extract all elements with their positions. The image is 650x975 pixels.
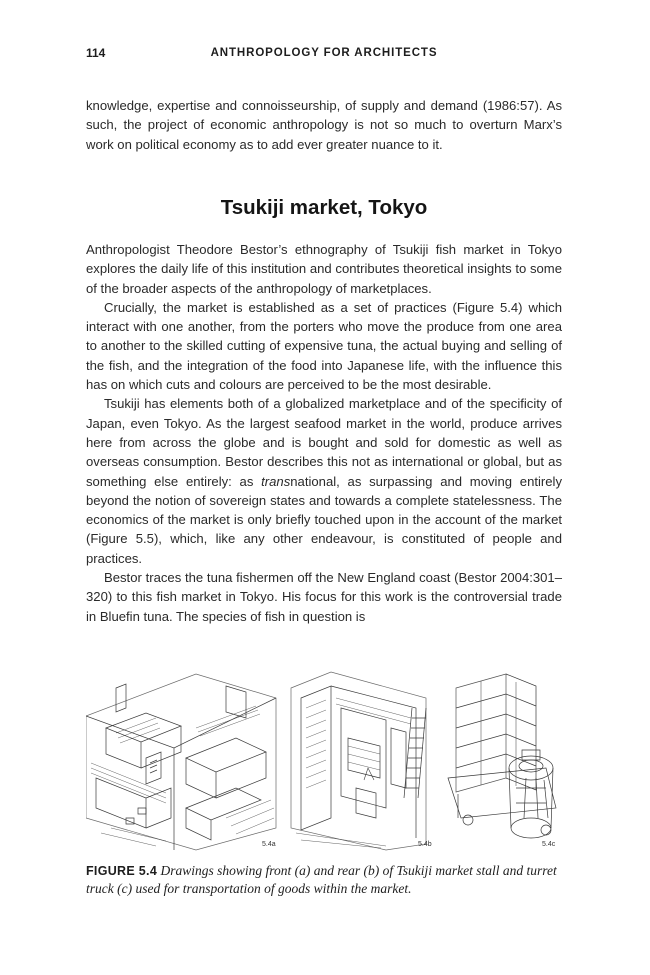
section-heading: Tsukiji market, Tokyo — [220, 196, 428, 219]
paragraph-4: Bestor traces the tuna fishermen off the New England coast (Bestor 2004:301–320) to this fish market in Tokyo. His focus for this work is the controversial trade in Bluefin tuna. The species of fish in question is — [86, 570, 562, 624]
page-number: 114 — [86, 46, 106, 60]
intro-paragraph-block — [86, 96, 562, 154]
panel-a-drawing — [86, 674, 276, 850]
paragraph-3-before: Tsukiji has elements both of a globalized marketplace and of the specificity of Japan, even Tokyo. As the largest seafood market in the world, produce arrives here from across the globe and is bought and sold for domestic as well as overseas consumption. Bestor describes this not as international or global, but as something else entirely: as — [86, 396, 562, 489]
panel-label-a: 5.4a — [262, 841, 276, 848]
section-body — [86, 240, 562, 626]
paragraph-3-after: national, as surpassing and moving entirely beyond the notion of sovereign states and towards a complete statelessness. The economics of the market is only briefly touched upon in the account of the market (Figure 5.5), which, like any other endeavour, is constituted of people and practices. — [86, 473, 562, 566]
figure-caption — [86, 862, 562, 897]
running-title: ANTHROPOLOGY FOR ARCHITECTS — [210, 47, 438, 59]
figure-label: FIGURE 5.4 — [86, 864, 158, 878]
paragraph-1: Anthropologist Theodore Bestor’s ethnography of Tsukiji fish market in Tokyo explores the daily life of this institution and contributes theoretical insights to some of the broader aspects of the anthropology of marketplaces. — [86, 242, 562, 296]
paragraph-3 — [86, 394, 562, 568]
paragraph-3-emphasis: trans — [261, 473, 291, 489]
running-header — [86, 46, 562, 64]
figure-caption-text: Drawings showing front (a) and rear (b) of Tsukiji market stall and turret truck (c) used for transportation of goods within the market. — [86, 863, 557, 896]
panel-label-b: 5.4b — [418, 841, 432, 848]
intro-paragraph: knowledge, expertise and connoisseurship, of supply and demand (1986:57). As such, the project of economic anthropology is not so much to overturn Marx’s work on political economy as to add ever greater nuance to it. — [86, 98, 562, 152]
panel-label-c: 5.4c — [542, 841, 556, 848]
panel-b-drawing — [291, 672, 426, 850]
panel-c-drawing — [448, 674, 556, 838]
figure-illustration — [86, 668, 562, 852]
paragraph-2: Crucially, the market is established as a set of practices (Figure 5.4) which interact with one another, from the porters who move the produce from one area to another to the skilled cutting of expensive tuna, the actual buying and selling of the fish, and the integration of the food into Japanese life, with the influence this has on which cuts and colours are perceived to be the most desirable. — [86, 299, 562, 393]
figure-5-4 — [86, 668, 562, 852]
